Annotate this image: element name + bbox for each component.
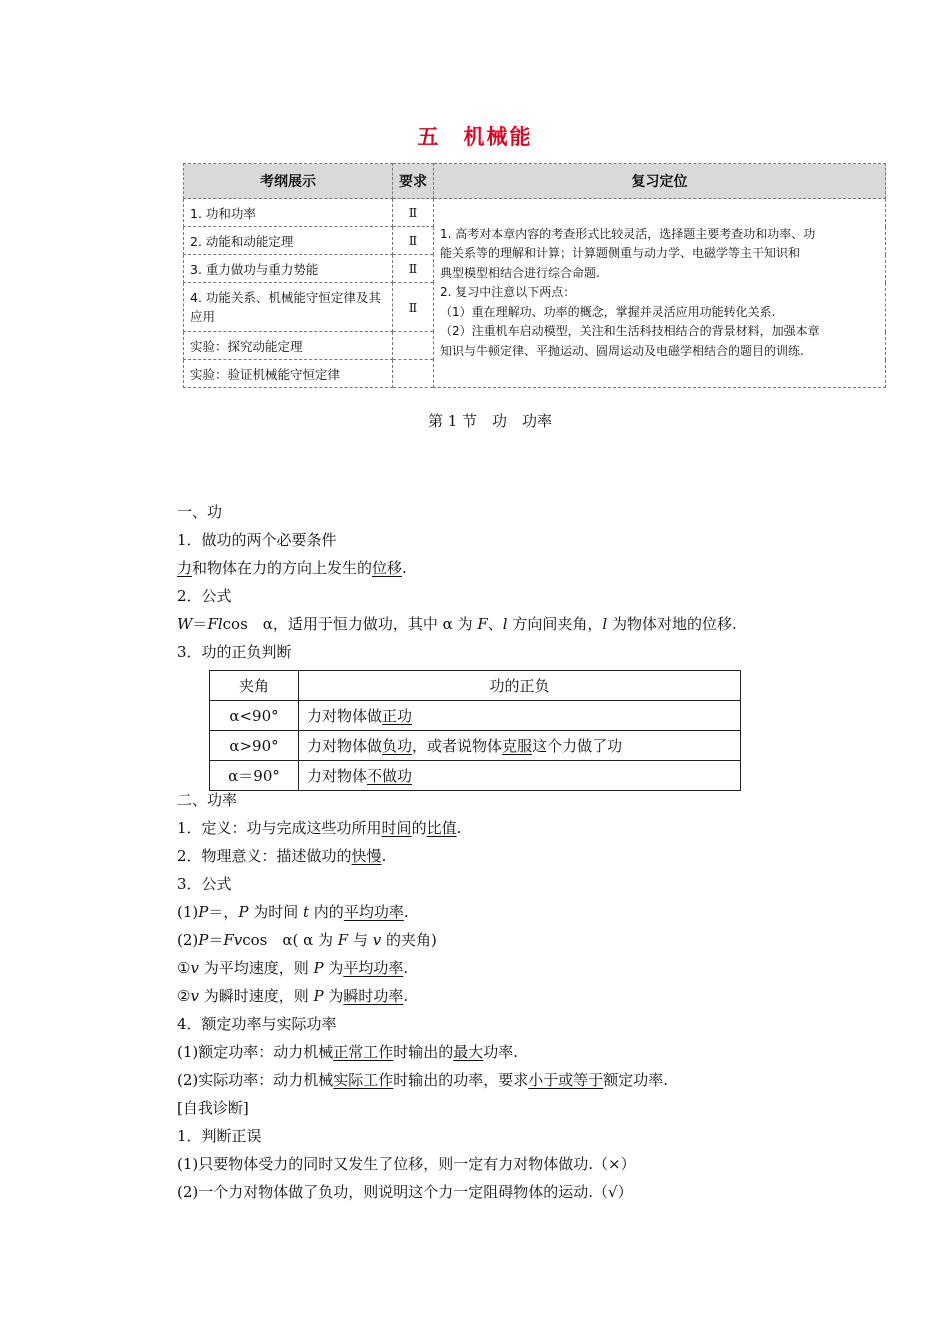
sign-cell — [299, 701, 741, 731]
instant-velocity-line — [177, 986, 408, 1006]
self-check-heading: [自我诊断] — [177, 1099, 249, 1117]
syllabus-item: 3. 重力做功与重力势能 — [184, 255, 393, 283]
blank-answer: 实际工作 — [333, 1071, 394, 1089]
text-span: ＝ — [208, 931, 224, 949]
sign-cell — [299, 761, 741, 791]
text-span: 方向间夹角， — [507, 615, 603, 633]
syllabus-requirement — [393, 360, 434, 388]
position-line: 知识与牛顿定律、平抛运动、圆周运动及电磁学相结合的题目的训练. — [440, 343, 804, 358]
text-span: (2) — [177, 931, 199, 949]
power-formula-2 — [177, 930, 437, 950]
syllabus-requirement: Ⅱ — [393, 255, 434, 283]
math-symbol: t — [303, 903, 310, 921]
section-title: 第 1 节 功 功率 — [427, 412, 553, 430]
blank-answer: 平均功率 — [343, 959, 404, 977]
work-conditions-text — [177, 558, 407, 578]
text-span: 力对物体做 — [307, 737, 383, 755]
syllabus-requirement: Ⅱ — [393, 283, 434, 332]
math-symbol: P — [313, 959, 324, 977]
text-span: cos α，适用于恒力做功，其中 α 为 — [222, 615, 478, 633]
text-span: 时输出的功率，要求 — [393, 1071, 529, 1089]
text-span: 2．物理意义：描述做功的 — [177, 847, 352, 865]
text-span: . — [456, 819, 462, 837]
table-header-sign: 功的正负 — [299, 671, 741, 701]
syllabus-header-row — [184, 164, 886, 199]
power-meaning — [177, 846, 386, 866]
angle-cell: α>90° — [210, 731, 299, 761]
power-formula-title: 3．公式 — [177, 875, 232, 893]
actual-power-line — [177, 1070, 668, 1090]
text-span: 额定功率. — [603, 1071, 669, 1089]
math-symbol: P — [238, 903, 249, 921]
text-span: 功率. — [483, 1043, 519, 1061]
blank-answer: 力 — [177, 559, 193, 577]
judgement-item: (1)只要物体受力的同时又发生了位移，则一定有力对物体做功.（×） — [177, 1155, 636, 1173]
blank-answer: 不做功 — [367, 767, 413, 785]
sign-cell — [299, 731, 741, 761]
blank-answer: 正常工作 — [333, 1043, 394, 1061]
text-span: . — [402, 559, 407, 577]
syllabus-header-outline: 考纲展示 — [184, 164, 393, 199]
work-sign-title: 3．功的正负判断 — [177, 643, 292, 661]
text-span: 时输出的 — [393, 1043, 454, 1061]
chapter-title: 五 机械能 — [417, 125, 533, 149]
text-span: 为时间 — [248, 903, 303, 921]
position-line: 2. 复习中注意以下两点： — [440, 285, 576, 300]
table-row — [210, 701, 741, 731]
work-conditions-title: 1．做功的两个必要条件 — [177, 531, 337, 549]
text-span: (2)实际功率：动力机械 — [177, 1071, 334, 1089]
text-span: (1)额定功率：动力机械 — [177, 1043, 334, 1061]
text-span: ② — [177, 987, 191, 1005]
blank-answer: 最大 — [453, 1043, 484, 1061]
table-row — [210, 731, 741, 761]
text-span: 这个力做了功 — [532, 737, 623, 755]
work-formula-text — [177, 614, 737, 634]
text-span: 力对物体做 — [307, 707, 383, 725]
math-symbol: l — [502, 615, 508, 633]
syllabus-requirement — [393, 332, 434, 360]
text-span: 为瞬时速度，则 — [198, 987, 314, 1005]
table-row — [210, 761, 741, 791]
math-symbol: W — [177, 615, 193, 633]
position-line: （2）注重机车启动模型，关注和生活科技相结合的背景材料，加强本章 — [440, 324, 820, 339]
rated-power-title: 4．额定功率与实际功率 — [177, 1015, 337, 1033]
text-span: 1．定义：功与完成这些功所用 — [177, 819, 382, 837]
text-span: 为物体对地的位移. — [607, 615, 737, 633]
text-span: . — [403, 987, 409, 1005]
blank-answer: 比值 — [426, 819, 457, 837]
text-span: ＝， — [208, 903, 239, 921]
work-formula-title: 2．公式 — [177, 587, 232, 605]
text-span: . — [403, 959, 409, 977]
text-span: ，或者说物体 — [412, 737, 503, 755]
text-span: . — [381, 847, 387, 865]
syllabus-requirement: Ⅱ — [393, 227, 434, 255]
blank-answer: 快慢 — [351, 847, 382, 865]
math-symbol: P — [198, 903, 209, 921]
syllabus-item: 2. 动能和动能定理 — [184, 227, 393, 255]
text-span: 、 — [487, 615, 503, 633]
power-formula-1 — [177, 902, 409, 922]
syllabus-item: 实验：验证机械能守恒定律 — [184, 360, 393, 388]
blank-answer: 时间 — [381, 819, 412, 837]
work-sign-table — [209, 670, 741, 791]
syllabus-item: 实验：探究动能定理 — [184, 332, 393, 360]
text-span: 为 — [323, 987, 344, 1005]
angle-cell: α＝90° — [210, 761, 299, 791]
text-span: 与 — [348, 931, 373, 949]
math-symbol: F — [337, 931, 349, 949]
table-header-angle: 夹角 — [210, 671, 299, 701]
blank-answer: 小于或等于 — [528, 1071, 604, 1089]
text-span: 的 — [411, 819, 427, 837]
table-header-row — [210, 671, 741, 701]
blank-answer: 正功 — [382, 707, 413, 725]
blank-answer: 负功 — [382, 737, 413, 755]
average-velocity-line — [177, 958, 408, 978]
syllabus-item: 1. 功和功率 — [184, 199, 393, 227]
text-span: 力对物体 — [307, 767, 368, 785]
blank-answer: 瞬时功率 — [343, 987, 404, 1005]
math-symbol: v — [190, 959, 199, 977]
rated-power-line — [177, 1042, 518, 1062]
judgement-title: 1．判断正误 — [177, 1127, 262, 1145]
math-symbol: v — [190, 987, 199, 1005]
syllabus-table — [183, 163, 886, 388]
math-symbol: l — [602, 615, 608, 633]
text-span: 为 — [323, 959, 344, 977]
text-span: (1) — [177, 903, 199, 921]
syllabus-header-requirement: 要求 — [393, 164, 434, 199]
text-span: cos α( α 为 — [242, 931, 338, 949]
text-span: ① — [177, 959, 191, 977]
math-symbol: v — [372, 931, 382, 949]
work-heading: 一、功 — [177, 503, 223, 521]
text-span: 和物体在力的方向上发生的 — [192, 559, 373, 577]
text-span: ＝ — [192, 615, 208, 633]
judgement-item: (2)一个力对物体做了负功，则说明这个力一定阻碍物体的运动.（√） — [177, 1183, 633, 1201]
text-span: 为平均速度，则 — [198, 959, 314, 977]
math-symbol: Fv — [223, 931, 243, 949]
position-line: （1）重在理解功、功率的概念，掌握并灵活应用功能转化关系. — [440, 304, 776, 319]
math-symbol: F — [477, 615, 488, 633]
position-line: 能关系等的理解和计算；计算题侧重与动力学、电磁学等主干知识和 — [440, 246, 801, 261]
syllabus-header-position: 复习定位 — [434, 164, 886, 199]
text-span: . — [403, 903, 409, 921]
blank-answer: 位移 — [372, 559, 403, 577]
syllabus-item: 4. 功能关系、机械能守恒定律及其应用 — [184, 283, 393, 332]
math-symbol: Fl — [207, 615, 223, 633]
power-heading: 二、功率 — [177, 791, 238, 809]
text-span: 内的 — [309, 903, 344, 921]
position-line: 1. 高考对本章内容的考查形式比较灵活，选择题主要考查功和功率、功 — [440, 226, 816, 241]
power-definition — [177, 818, 461, 838]
math-symbol: P — [198, 931, 209, 949]
syllabus-requirement: Ⅱ — [393, 199, 434, 227]
angle-cell: α<90° — [210, 701, 299, 731]
blank-answer: 平均功率 — [343, 903, 404, 921]
position-line: 典型模型相结合进行综合命题. — [440, 265, 600, 280]
math-symbol: P — [313, 987, 324, 1005]
blank-answer: 克服 — [502, 737, 533, 755]
text-span: 的夹角) — [381, 931, 437, 949]
syllabus-row — [184, 199, 886, 227]
review-position-text — [434, 199, 886, 388]
